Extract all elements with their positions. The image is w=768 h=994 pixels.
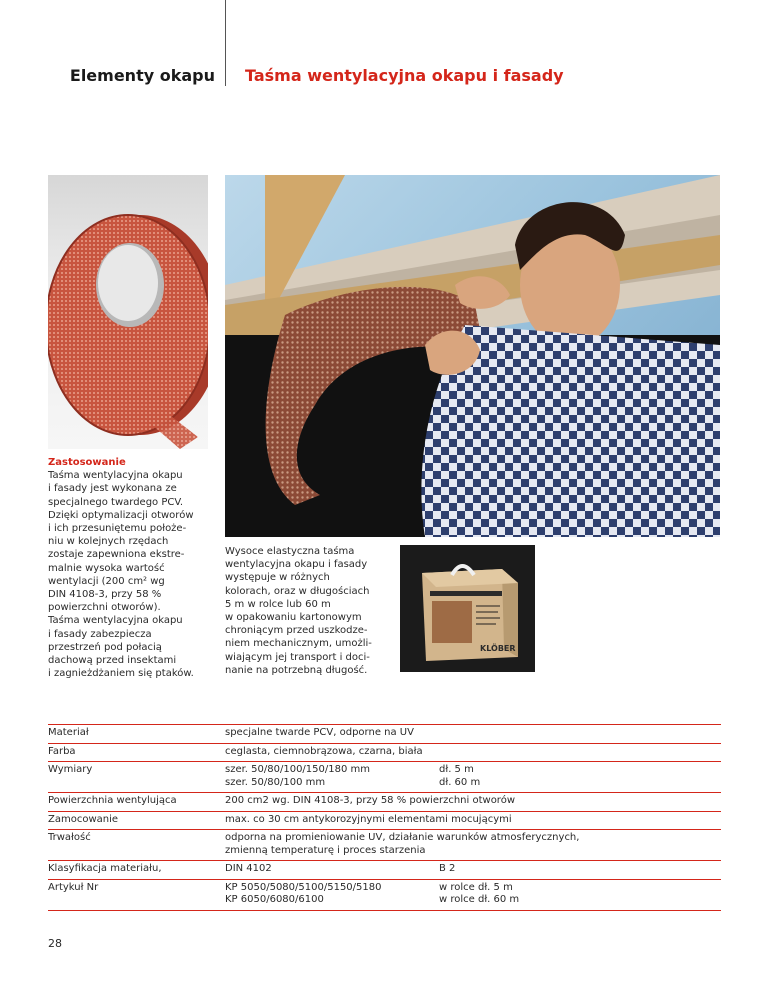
spec-label: Powierzchnia wentylująca — [48, 795, 177, 806]
spec-value-line: specjalne twarde PCV, odporne na UV — [225, 727, 414, 738]
text-line: DIN 4108-3, przy 58 % — [48, 589, 162, 601]
spec-value — [225, 832, 721, 857]
installation-photo — [225, 175, 720, 537]
application-section — [48, 456, 223, 680]
text-line: Taśma wentylacyjna okapu — [48, 615, 183, 627]
text-line: i fasady zabezpiecza — [48, 628, 152, 640]
text-line: niem mechanicznym, umożli- — [225, 638, 372, 650]
text-line: wiającym jej transport i doci- — [225, 651, 370, 663]
spec-label: Artykuł Nr — [48, 881, 99, 893]
spec-extra-line: w rolce dł. 60 m — [439, 894, 520, 905]
spec-extra — [439, 764, 721, 789]
spec-extra — [439, 863, 721, 876]
spec-value — [225, 882, 439, 907]
text-line: i ich przesuniętemu położe- — [48, 523, 187, 535]
spec-row — [48, 879, 721, 911]
text-line: nanie na potrzebną długość. — [225, 664, 368, 676]
spec-label: Materiał — [48, 727, 89, 738]
text-line: 5 m w rolce lub 60 m — [225, 598, 331, 610]
text-line: niu w kolejnych rzędach — [48, 536, 169, 548]
text-line: i fasady jest wykonana ze — [48, 483, 177, 495]
spec-value-line: odporna na promieniowanie UV, działanie warunków atmosferycznych, — [225, 832, 580, 843]
spec-value-line: ceglasta, ciemnobrązowa, czarna, biała — [225, 745, 423, 757]
spec-row — [48, 724, 721, 743]
spec-extra — [439, 882, 721, 907]
spec-value-line: DIN 4102 — [225, 863, 272, 874]
text-line: Wysoce elastyczna taśma — [225, 546, 355, 557]
spec-value-line: szer. 50/80/100/150/180 mm — [225, 764, 371, 775]
text-line: występuje w różnych — [225, 572, 330, 584]
header-divider — [225, 0, 226, 86]
spec-row — [48, 761, 721, 792]
text-line: dachową przed insektami — [48, 655, 177, 667]
text-line: powierzchni otworów). — [48, 602, 161, 614]
spec-value-line: max. co 30 cm antykorozyjnymi elementami mocującymi — [225, 813, 512, 825]
text-line: chroniącym przed uszkodze- — [225, 625, 368, 637]
text-line: w opakowaniu kartonowym — [225, 612, 362, 624]
spec-row — [48, 792, 721, 811]
text-line: Dzięki optymalizacji otworów — [48, 509, 194, 521]
text-line: Taśma wentylacyjna okapu — [48, 470, 183, 482]
box-brand-text: KLÖBER — [480, 644, 516, 653]
text-line: specjalnego twardego PCV. — [48, 496, 184, 508]
spec-value-line: 200 cm2 wg. DIN 4108-3, przy 58 % powierzchni otworów — [225, 795, 515, 806]
spec-row — [48, 811, 721, 830]
spec-value — [225, 863, 439, 876]
spec-value — [225, 764, 439, 789]
text-line: malnie wysoka wartość — [48, 562, 165, 574]
spec-value-line: KP 6050/6080/6100 — [225, 894, 324, 905]
section-title: Elementy okapu — [69, 66, 215, 85]
spec-label: Trwałość — [48, 832, 91, 843]
spec-label: Zamocowanie — [48, 813, 119, 825]
spec-table — [48, 724, 721, 911]
spec-value-line: KP 5050/5080/5100/5150/5180 — [225, 881, 382, 893]
text-line: kolorach, oraz w długościach — [225, 585, 370, 597]
spec-value — [225, 746, 721, 759]
spec-extra-line: B 2 — [439, 863, 456, 874]
tape-roll-photo — [48, 175, 208, 449]
spec-extra-line: dł. 60 m — [439, 776, 481, 788]
spec-label: Klasyfikacja materiału, — [48, 863, 162, 874]
spec-row — [48, 743, 721, 762]
text-line: i zagnieżdżaniem się ptaków. — [48, 668, 194, 680]
text-line: przestrzeń pod połacią — [48, 641, 162, 653]
text-line: zostaje zapewniona ekstre- — [48, 549, 185, 561]
page-number: 28 — [48, 937, 62, 950]
spec-row — [48, 829, 721, 860]
spec-value-line: szer. 50/80/100 mm — [225, 776, 326, 788]
spec-value-line: zmienną temperaturę i proces starzenia — [225, 844, 426, 856]
spec-value — [225, 727, 721, 740]
spec-value — [225, 795, 721, 808]
spec-label: Wymiary — [48, 764, 93, 775]
spec-label: Farba — [48, 745, 76, 757]
spec-row — [48, 860, 721, 879]
packaging-box-photo — [400, 545, 535, 672]
text-line: wentylacji (200 cm² wg — [48, 575, 165, 587]
spec-extra-line: dł. 5 m — [439, 764, 474, 775]
application-heading: Zastosowanie — [48, 457, 126, 468]
description-text — [225, 545, 395, 677]
page-title: Taśma wentylacyjna okapu i fasady — [245, 66, 564, 85]
text-line: wentylacyjna okapu i fasady — [225, 559, 368, 571]
spec-extra-line: w rolce dł. 5 m — [439, 881, 513, 893]
spec-value — [225, 814, 721, 827]
application-text — [48, 469, 223, 680]
